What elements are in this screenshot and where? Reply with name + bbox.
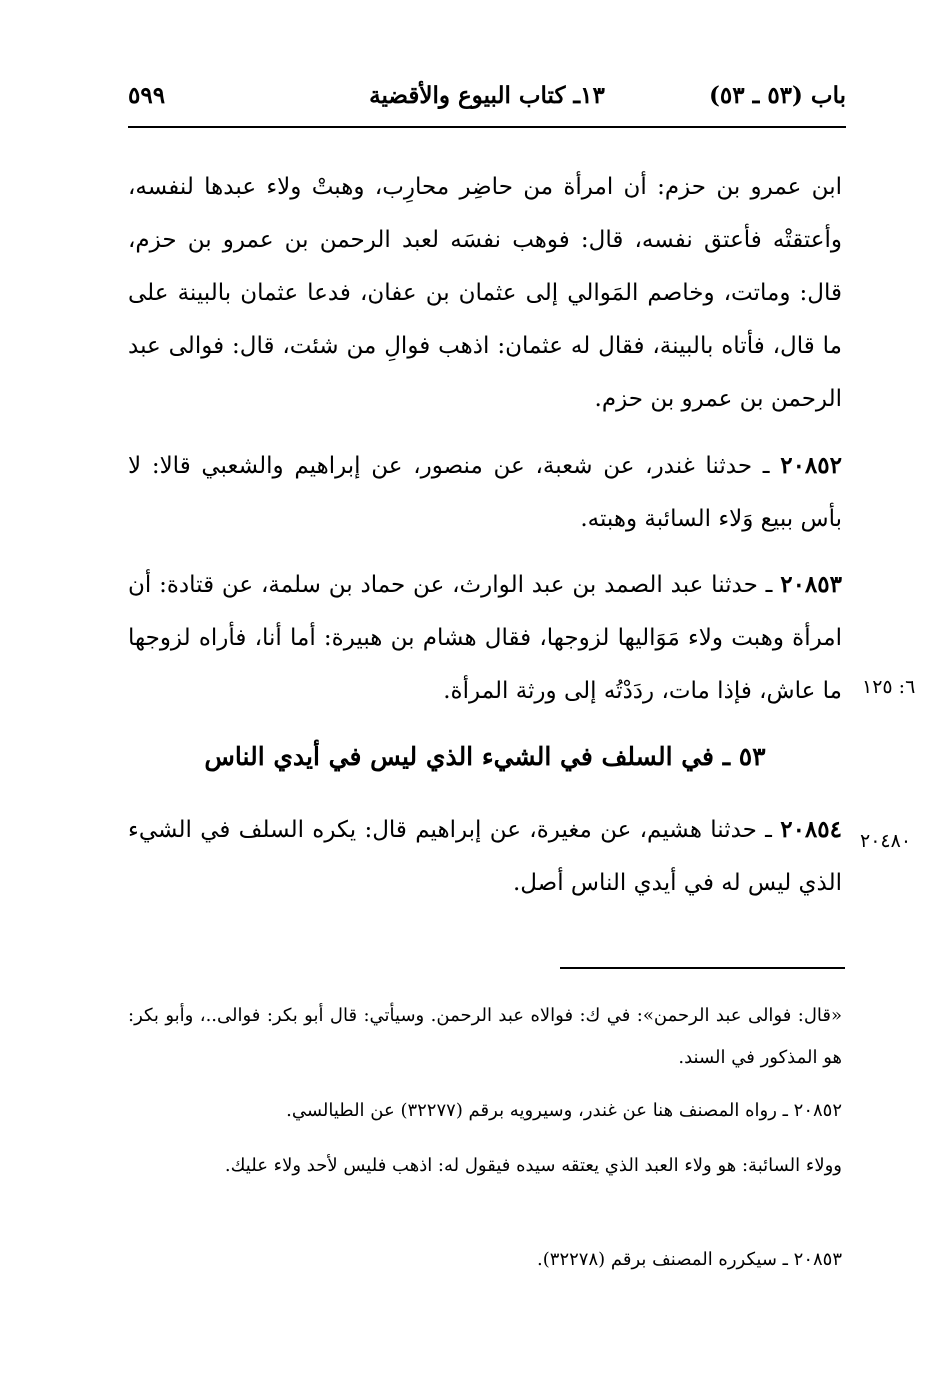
footnote: ٢٠٨٥٢ ـ رواه المصنف هنا عن غندر، وسيرويه برقم (٣٢٢٧٧) عن الطيالسي. [286,1100,842,1121]
chapter-range: باب (٥٣ ـ ٥٣) [708,82,846,109]
hadith-number: ٢٠٨٥٢ [780,452,842,479]
footnote: ٢٠٨٥٣ ـ سيكرره المصنف برقم (٣٢٢٧٨). [537,1249,842,1270]
hadith-20853 [128,558,842,718]
footnote-rule [560,967,845,969]
hadith-20854 [128,803,842,910]
chapter-heading: ٥٣ ـ في السلف في الشيء الذي ليس في أيدي الناس [204,742,766,771]
header-rule [128,126,846,128]
margin-reference: ٦: ١٢٥ [862,676,916,698]
margin-reference: ٢٠٤٨٠ [860,830,912,852]
hadith-text: ـ حدثنا هشيم، عن مغيرة، عن إبراهيم قال: يكره السلف في الشيء الذي ليس له في أيدي الناس أصل. [128,817,842,896]
footnote: وولاء السائبة: هو ولاء العبد الذي يعتقه سيده فيقول له: اذهب فليس لأحد ولاء عليك. [224,1155,842,1176]
hadith-20852 [128,439,842,546]
paragraph-continuation: ابن عمرو بن حزم: أن امرأة من حاضِر محارِب، وهبتْ ولاء عبدها لنفسه، وأعتقتْه فأعتق نفسه، قال: فوهب نفسَه لعبد الرحمن بن عمرو بن حزم، قال: وماتت، وخاصم المَوالي إلى عثمان بن عفان، فدعا عثمان بالبينة على ما قال، فأتاه بالبينة، فقال له عثمان: اذهب فوالِ من شئت، قال: فوالى عبد الرحمن بن عمرو بن حزم. [128,174,842,412]
book-title: ١٣ـ كتاب البيوع والأقضية [369,82,605,109]
page-number: ٥٩٩ [128,82,166,109]
hadith-text: ـ حدثنا غندر، عن شعبة، عن منصور، عن إبراهيم والشعبي قالا: لا بأس ببيع وَلاء السائبة وهبته. [128,453,842,532]
hadith-number: ٢٠٨٥٣ [780,571,842,598]
running-header [128,82,846,122]
hadith-text: ـ حدثنا عبد الصمد بن عبد الوارث، عن حماد بن سلمة، عن قتادة: أن امرأة وهبت ولاء مَوَاليها لزوجها، فقال هشام بن هبيرة: أما أنا، فأراه لزوجها ما عاش، فإذا مات، ردَدْتُه إلى ورثة المرأة. [128,572,842,704]
footnote: «قال: فوالى عبد الرحمن»: في ك: فوالاه عبد الرحمن. وسيأتي: قال أبو بكر: فوالى..، وأبو بكر: هو المذكور في السند. [128,1005,842,1068]
hadith-number: ٢٠٨٥٤ [780,816,842,843]
